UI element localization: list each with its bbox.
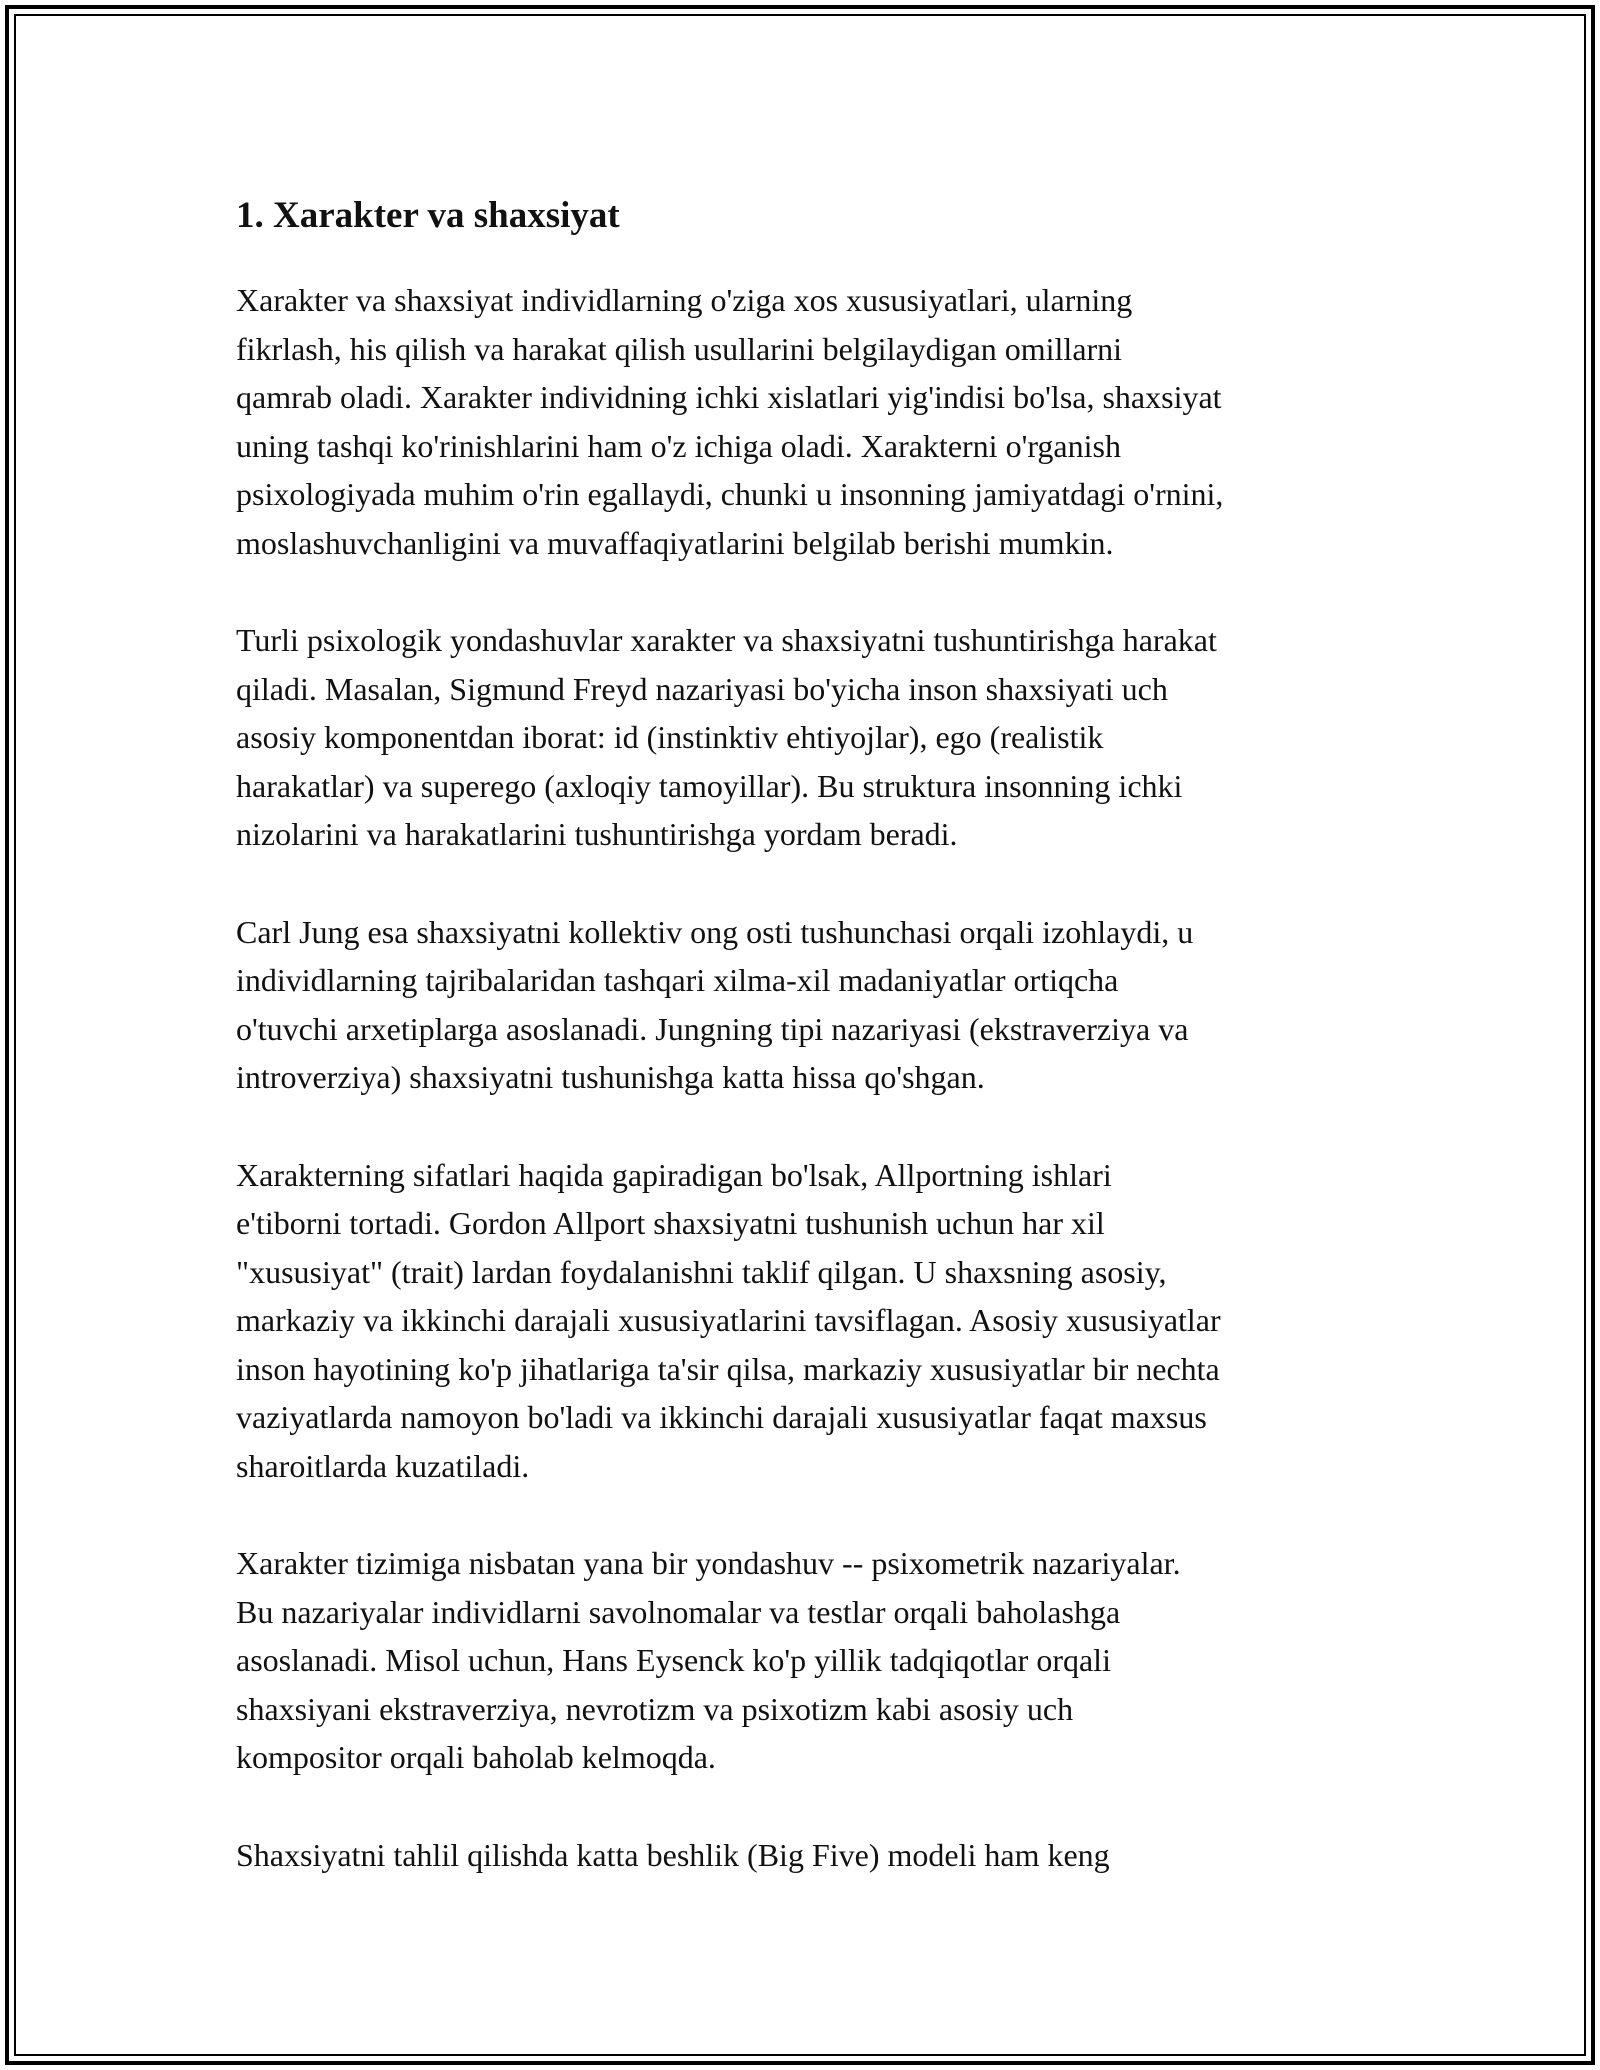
text-line: introverziya) shaxsiyatni tushunishga katta hissa qo'shgan. xyxy=(236,1059,985,1095)
text-line: o'tuvchi arxetiplarga asoslanadi. Jungning tipi nazariyasi (ekstraverziya va xyxy=(236,1010,1189,1047)
text-line: Xarakter tizimiga nisbatan yana bir yondashuv -- psixometrik nazariyalar. xyxy=(236,1545,1181,1581)
text-line: vaziyatlarda namoyon bo'ladi va ikkinchi darajali xususiyatlar faqat maxsus xyxy=(236,1399,1207,1435)
text-line: psixologiyada muhim o'rin egallaydi, chunki u insonning jamiyatdagi o'rnini, xyxy=(236,476,1224,512)
text-line: markaziy va ikkinchi darajali xususiyatlarini tavsiflagan. Asosiy xususiyatlar xyxy=(236,1302,1221,1338)
text-line: Carl Jung esa shaxsiyatni kollektiv ong osti tushunchasi orqali izohlaydi, u xyxy=(236,913,1194,950)
text-line: "xususiyat" (trait) lardan foydalanishni taklif qilgan. U shaxsning asosiy, xyxy=(236,1253,1167,1290)
paragraph xyxy=(236,616,1386,859)
text-line: sharoitlarda kuzatiladi. xyxy=(236,1447,530,1484)
text-line: Xarakterning sifatlari haqida gapiradigan bo'lsak, Allportning ishlari xyxy=(236,1156,1112,1193)
text-line: fikrlash, his qilish va harakat qilish usullarini belgilaydigan omillarni xyxy=(236,330,1123,367)
section-title: 1. Xarakter va shaxsiyat xyxy=(236,195,620,236)
text-line: harakatlar) va superego (axloqiy tamoyillar). Bu struktura insonning ichki xyxy=(236,767,1183,804)
text-line: e'tiborni tortadi. Gordon Allport shaxsiyatni tushunish uchun har xil xyxy=(236,1205,1105,1241)
text-line: Xarakter va shaxsiyat individlarning o'ziga xos xususiyatlari, ularning xyxy=(236,282,1133,318)
text-line: kompositor orqali baholab kelmoqda. xyxy=(236,1739,716,1775)
text-line: inson hayotining ko'p jihatlariga ta'sir qilsa, markaziy xususiyatlar bir nechta xyxy=(236,1350,1220,1387)
document-body xyxy=(236,188,1386,1879)
text-line: qiladi. Masalan, Sigmund Freyd nazariyasi bo'yicha inson shaxsiyati uch xyxy=(236,670,1168,707)
paragraph xyxy=(236,276,1386,567)
text-line: uning tashqi ko'rinishlarini ham o'z ichiga oladi. Xarakterni o'rganish xyxy=(236,427,1121,464)
paragraph-list xyxy=(236,276,1386,1879)
paragraph xyxy=(236,1151,1386,1491)
text-line: asosiy komponentdan iborat: id (instinktiv ehtiyojlar), ego (realistik xyxy=(236,719,1104,755)
text-line: Shaxsiyatni tahlil qilishda katta beshlik (Big Five) modeli ham keng xyxy=(236,1836,1110,1873)
text-line: nizolarini va harakatlarini tushuntirishga yordam beradi. xyxy=(236,816,958,852)
text-line: Bu nazariyalar individlarni savolnomalar va testlar orqali baholashga xyxy=(236,1593,1121,1630)
paragraph xyxy=(236,1539,1386,1782)
paragraph xyxy=(236,1831,1386,1880)
paragraph xyxy=(236,908,1386,1102)
text-line: qamrab oladi. Xarakter individning ichki xislatlari yig'indisi bo'lsa, shaxsiyat xyxy=(236,379,1222,415)
text-line: moslashuvchanligini va muvaffaqiyatlarini belgilab berishi mumkin. xyxy=(236,524,1114,561)
text-line: shaxsiyani ekstraverziya, nevrotizm va psixotizm kabi asosiy uch xyxy=(236,1690,1074,1727)
text-line: Turli psixologik yondashuvlar xarakter va shaxsiyatni tushuntirishga harakat xyxy=(236,622,1217,658)
text-line: asoslanadi. Misol uchun, Hans Eysenck ko'p yillik tadqiqotlar orqali xyxy=(236,1642,1111,1678)
text-line: individlarning tajribalaridan tashqari xilma-xil madaniyatlar ortiqcha xyxy=(236,962,1119,998)
